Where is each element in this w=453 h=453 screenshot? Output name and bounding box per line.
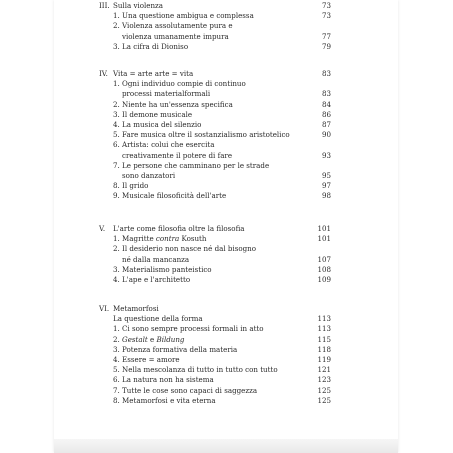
entry-title: 5. Nella mescolanza di tutto in tutto con tutto bbox=[113, 365, 278, 375]
toc-entry[interactable] bbox=[99, 89, 331, 99]
entry-page-number: 79 bbox=[321, 41, 331, 51]
toc-entry[interactable] bbox=[99, 21, 331, 31]
entry-page-number: 87 bbox=[321, 119, 331, 129]
entry-title: La questione della forma bbox=[113, 314, 203, 324]
entry-title: 2. Gestalt e Bildung bbox=[113, 334, 185, 344]
toc-entry[interactable] bbox=[99, 386, 331, 396]
toc-entry[interactable] bbox=[99, 396, 331, 406]
toc-entry[interactable] bbox=[99, 100, 331, 110]
chapter-title: Metamorfosi bbox=[113, 304, 159, 313]
entry-title: 5. Fare musica oltre il sostanzialismo aristotelico bbox=[113, 130, 290, 140]
entry-title: 1. Magritte contra Kosuth bbox=[113, 234, 207, 244]
entry-title: 6. Artista: colui che esercita bbox=[113, 140, 215, 150]
chapter-heading[interactable] bbox=[99, 224, 331, 234]
toc-entry[interactable] bbox=[99, 191, 331, 201]
entry-title: 3. Il demone musicale bbox=[113, 109, 193, 119]
chapter-heading[interactable] bbox=[99, 1, 331, 11]
toc-chapter bbox=[99, 224, 331, 285]
entry-page-number: 98 bbox=[321, 191, 331, 201]
entry-page-number: 73 bbox=[321, 11, 331, 21]
toc-entry[interactable] bbox=[99, 255, 331, 265]
toc-entry[interactable] bbox=[99, 120, 331, 130]
entry-title: 3. Materialismo panteistico bbox=[113, 264, 212, 274]
chapter-number: IV. bbox=[99, 69, 108, 78]
toc-entry[interactable] bbox=[99, 355, 331, 365]
entry-page-number: 108 bbox=[317, 264, 331, 274]
toc-entry[interactable] bbox=[99, 161, 331, 171]
entry-title: 4. L'ape e l'architetto bbox=[113, 274, 191, 284]
toc-entry[interactable] bbox=[99, 32, 331, 42]
entry-title: 4. La musica del silenzio bbox=[113, 119, 202, 129]
chapter-title: Sulla violenza bbox=[113, 1, 163, 10]
entry-page-number: 118 bbox=[317, 344, 331, 354]
entry-title: 4. Essere = amore bbox=[113, 354, 180, 364]
entry-title: 3. La cifra di Dioniso bbox=[113, 41, 189, 51]
toc-entry[interactable] bbox=[99, 265, 331, 275]
toc-entry[interactable] bbox=[99, 11, 331, 21]
entry-page-number: 125 bbox=[317, 395, 331, 405]
chapter-page-number: 73 bbox=[321, 1, 331, 10]
entry-title: 8. Il grido bbox=[113, 181, 149, 191]
entry-title: 1. Ci sono sempre processi formali in atto bbox=[113, 324, 264, 334]
toc-entry[interactable] bbox=[99, 140, 331, 150]
toc-chapter bbox=[99, 69, 331, 201]
entry-page-number: 113 bbox=[317, 324, 331, 334]
entry-title: 1. Ogni individuo compie di continuo bbox=[113, 79, 246, 89]
toc-entry[interactable] bbox=[99, 275, 331, 285]
toc-entry[interactable] bbox=[99, 345, 331, 355]
entry-title: 2. Il desiderio non nasce né dal bisogno bbox=[113, 244, 257, 254]
toc-entry[interactable] bbox=[99, 110, 331, 120]
entry-page-number: 115 bbox=[317, 334, 331, 344]
chapter-page-number: 83 bbox=[321, 69, 331, 78]
entry-title: né dalla mancanza bbox=[122, 254, 190, 264]
chapter-title: Vita = arte arte = vita bbox=[113, 69, 194, 78]
toc-entry[interactable] bbox=[99, 365, 331, 375]
chapter-title: L'arte come filosofia oltre la filosofia bbox=[113, 224, 245, 233]
chapter-number: VI. bbox=[99, 304, 110, 313]
toc-entry[interactable] bbox=[99, 151, 331, 161]
entry-title: processi materialformali bbox=[122, 89, 211, 99]
entry-page-number: 77 bbox=[321, 31, 331, 41]
entry-page-number: 95 bbox=[321, 170, 331, 180]
entry-page-number: 123 bbox=[317, 375, 331, 385]
chapter-page-number: 101 bbox=[317, 224, 331, 233]
entry-page-number: 83 bbox=[321, 89, 331, 99]
page-bottom-edge bbox=[54, 439, 398, 453]
entry-page-number: 109 bbox=[317, 274, 331, 284]
entry-title: 2. Niente ha un'essenza specifica bbox=[113, 99, 233, 109]
toc-chapter bbox=[99, 304, 331, 406]
entry-title: 1. Una questione ambigua e complessa bbox=[113, 11, 254, 21]
chapter-heading[interactable] bbox=[99, 69, 331, 79]
toc-chapter bbox=[99, 1, 331, 52]
entry-title: 2. Violenza assolutamente pura e bbox=[113, 21, 233, 31]
entry-page-number: 90 bbox=[321, 130, 331, 140]
entry-title: 9. Musicale filosoficità dell'arte bbox=[113, 191, 227, 201]
entry-title: 7. Tutte le cose sono capaci di saggezza bbox=[113, 385, 258, 395]
entry-page-number: 84 bbox=[321, 99, 331, 109]
entry-title: 7. Le persone che camminano per le strade bbox=[113, 160, 270, 170]
entry-page-number: 101 bbox=[317, 234, 331, 244]
entry-page-number: 107 bbox=[317, 254, 331, 264]
toc-entry[interactable] bbox=[99, 130, 331, 140]
toc-entry[interactable] bbox=[99, 324, 331, 334]
toc-entry[interactable] bbox=[99, 234, 331, 244]
entry-title: 3. Potenza formativa della materia bbox=[113, 344, 238, 354]
entry-page-number: 119 bbox=[317, 354, 331, 364]
entry-title: creativamente il potere di fare bbox=[122, 150, 233, 160]
entry-page-number: 93 bbox=[321, 150, 331, 160]
chapter-number: III. bbox=[99, 1, 110, 10]
entry-title: sono danzatori bbox=[122, 170, 176, 180]
entry-title: 8. Metamorfosi e vita eterna bbox=[113, 395, 216, 405]
entry-title: 6. La natura non ha sistema bbox=[113, 375, 214, 385]
toc-entry[interactable] bbox=[99, 335, 331, 345]
entry-page-number: 113 bbox=[317, 314, 331, 324]
entry-page-number: 125 bbox=[317, 385, 331, 395]
toc-entry[interactable] bbox=[99, 79, 331, 89]
toc-entry[interactable] bbox=[99, 181, 331, 191]
entry-page-number: 86 bbox=[321, 109, 331, 119]
chapter-number: V. bbox=[99, 224, 106, 233]
toc-entry[interactable] bbox=[99, 42, 331, 52]
toc-entry[interactable] bbox=[99, 375, 331, 385]
entry-page-number: 97 bbox=[321, 181, 331, 191]
toc-entry[interactable] bbox=[99, 171, 331, 181]
entry-title: violenza umanamente impura bbox=[122, 31, 229, 41]
toc-entry[interactable] bbox=[99, 314, 331, 324]
entry-page-number: 121 bbox=[317, 365, 331, 375]
toc-entry[interactable] bbox=[99, 244, 331, 254]
chapter-heading[interactable] bbox=[99, 304, 331, 314]
